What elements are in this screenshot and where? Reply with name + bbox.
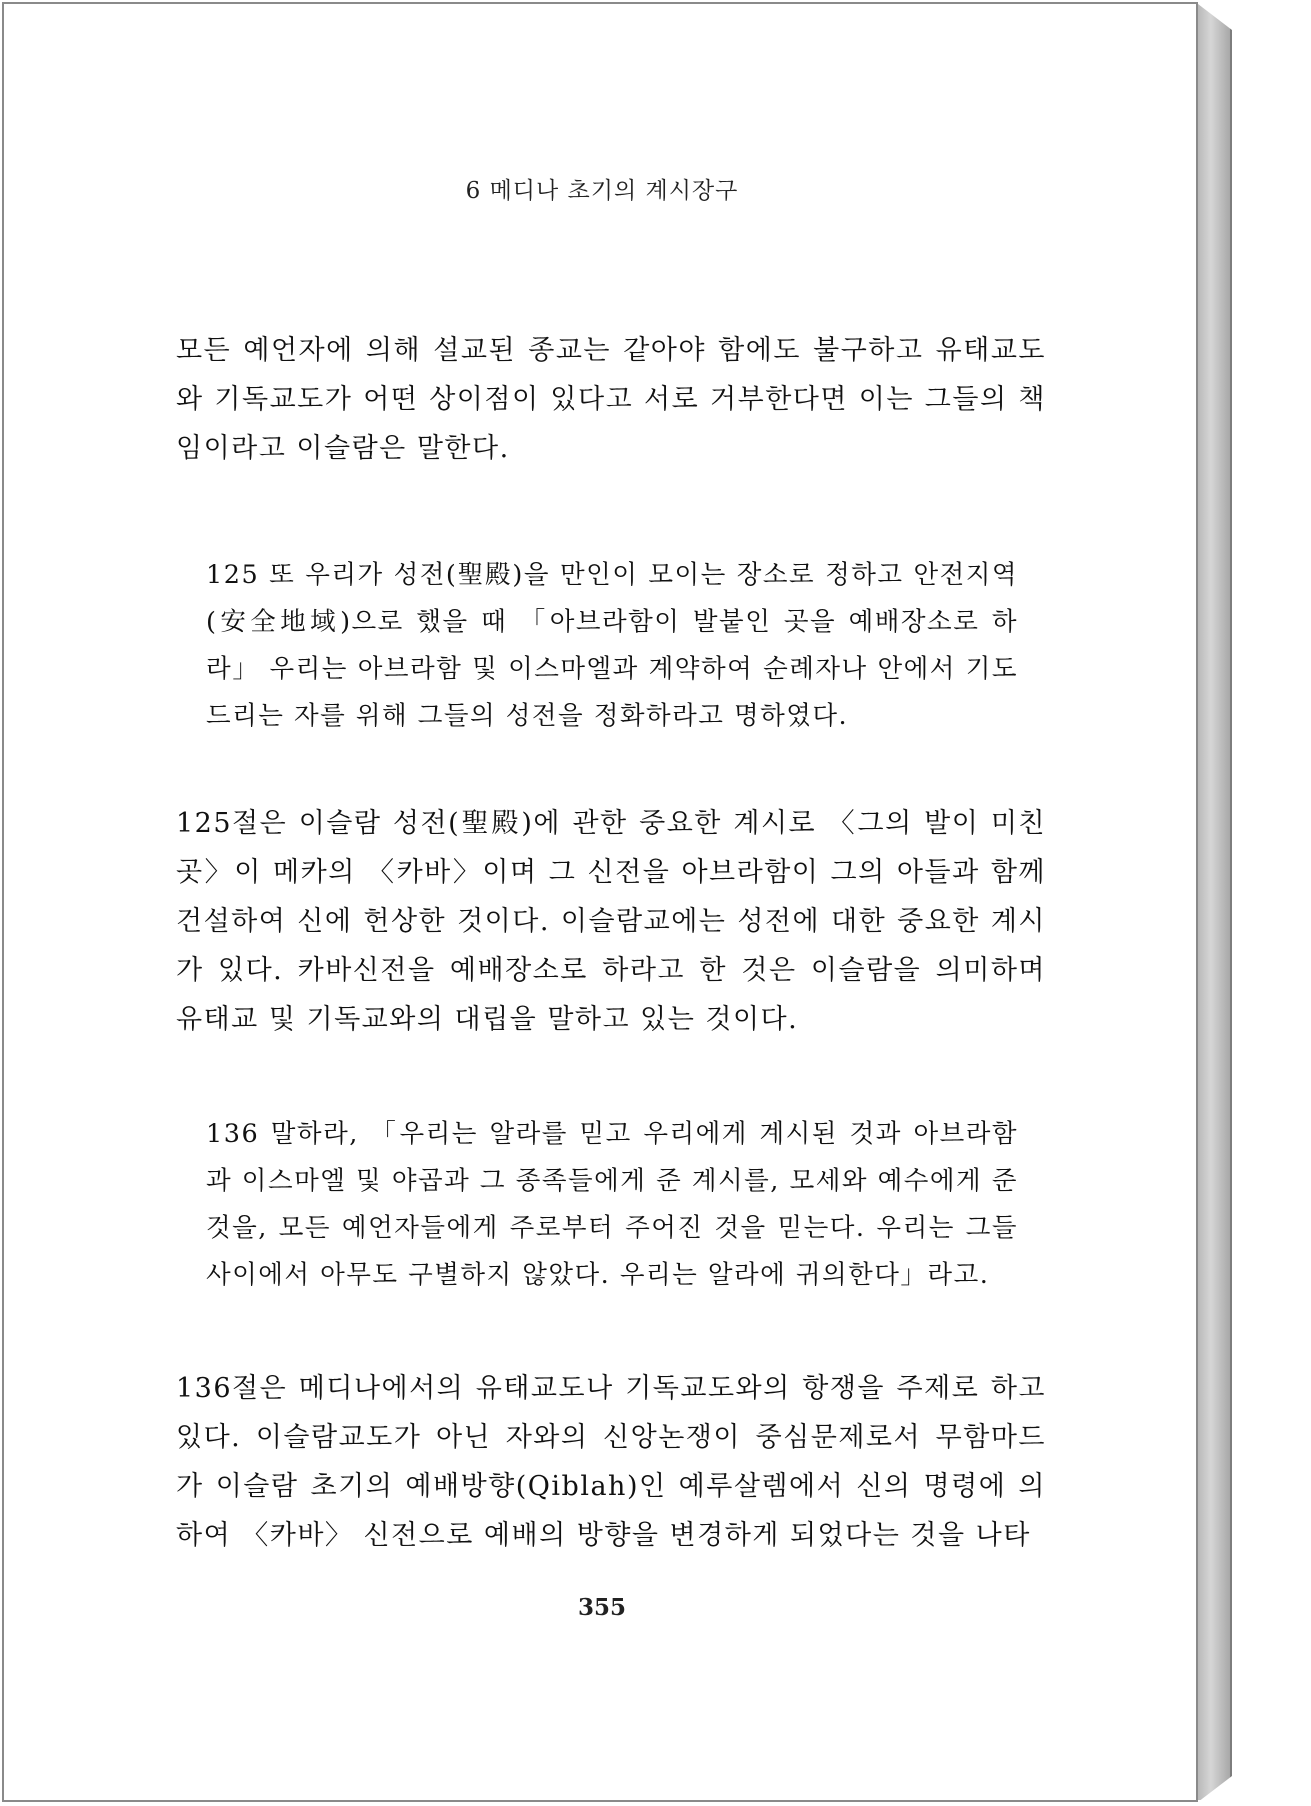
verse-136: 136 말하라, 「우리는 알라를 믿고 우리에게 계시된 것과 아브라함과 이스마엘 및 야곱과 그 종족들에게 준 계시를, 모세와 예수에게 준 것을, 모든 예언자들에게 주로부터 주어진 것을 믿는다. 우리는 그들 사이에서 아무도 구별하지 않았다. 우리는 알라에 귀의한다」라고.: [206, 1119, 1018, 1290]
page-edge-fold-bottom: [1198, 1776, 1232, 1802]
commentary-paragraph-136: 136절은 메디나에서의 유태교도나 기독교도와의 항쟁을 주제로 하고 있다. 이슬람교도가 아닌 자와의 신앙논쟁이 중심문제로서 무함마드가 이슬람 초기의 예배방향(Qiblah)인 예루살렘에서 신의 명령에 의하여 〈카바〉 신전으로 예배의 방향을 변경하게 되었다는 것을 나타: [176, 1373, 1046, 1551]
page-edge-fold-top: [1198, 4, 1232, 30]
verse-125: 125 또 우리가 성전(聖殿)을 만인이 모이는 장소로 정하고 안전지역(安全地域)으로 했을 때 「아브라함이 발붙인 곳을 예배장소로 하라」 우리는 아브라함 및 이스마엘과 계약하여 순례자나 안에서 기도드리는 자를 위해 그들의 성전을 정화하라고 명하였다.: [206, 560, 1018, 731]
page-stack-edge: [1198, 4, 1232, 1800]
book-page: [2, 2, 1198, 1802]
commentary-paragraph-1: 모든 예언자에 의해 설교된 종교는 같아야 함에도 불구하고 유태교도와 기독교도가 어떤 상이점이 있다고 서로 거부한다면 이는 그들의 책임이라고 이슬람은 말한다.: [176, 335, 1046, 464]
page-number: 355: [577, 1594, 626, 1621]
running-head: 6 메디나 초기의 계시장구: [465, 178, 739, 204]
commentary-paragraph-125: 125절은 이슬람 성전(聖殿)에 관한 중요한 계시로 〈그의 발이 미친 곳〉이 메카의 〈카바〉이며 그 신전을 아브라함이 그의 아들과 함께 건설하여 신에 헌상한 것이다. 이슬람교에는 성전에 대한 중요한 계시가 있다. 카바신전을 예배장소로 하라고 한 것은 이슬람을 의미하며 유태교 및 기독교와의 대립을 말하고 있는 것이다.: [176, 808, 1046, 1035]
